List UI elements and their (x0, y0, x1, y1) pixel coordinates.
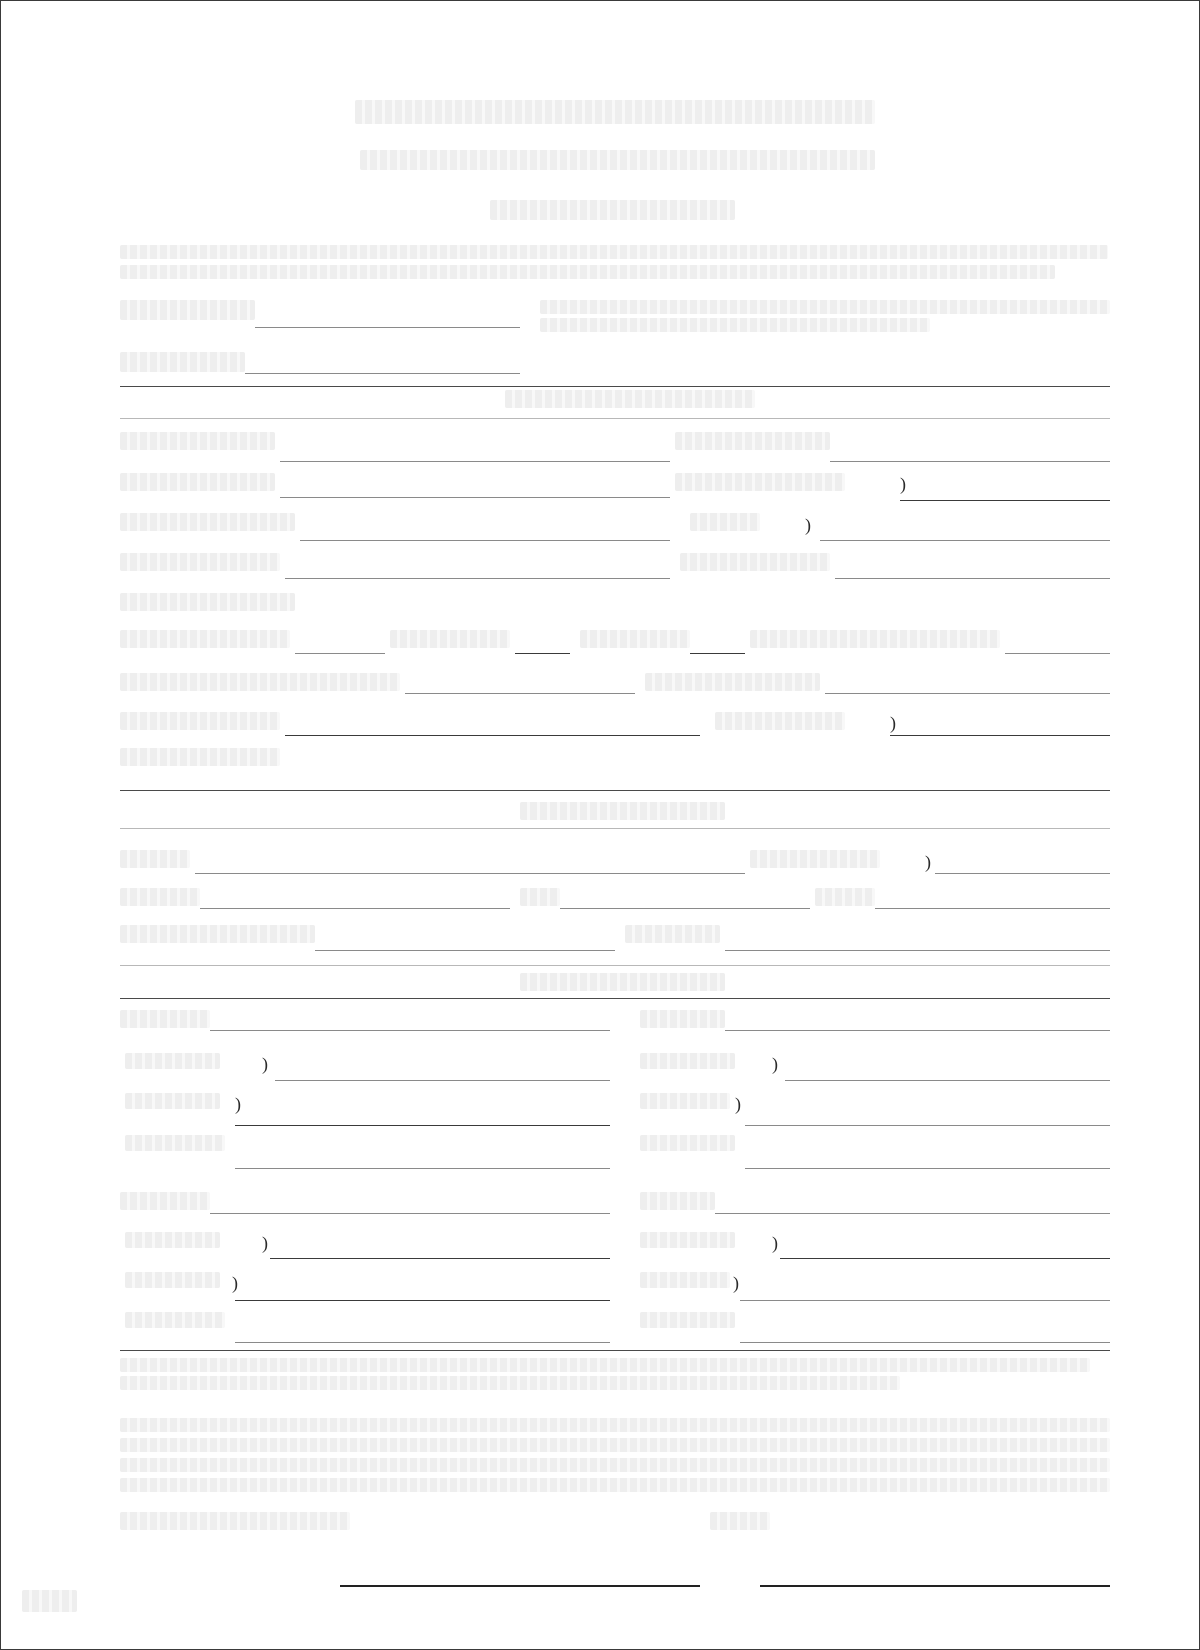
contact-phone-input[interactable] (235, 1125, 610, 1126)
phone-area-close: ) (900, 474, 906, 494)
input-field[interactable] (1005, 653, 1110, 654)
field-label (690, 513, 760, 531)
field-label (675, 473, 845, 491)
date-label (710, 1512, 770, 1530)
contact-phone-input[interactable] (740, 1300, 1110, 1301)
contact-email-input[interactable] (235, 1342, 610, 1343)
field-label (120, 473, 275, 491)
input-field[interactable] (725, 950, 1110, 951)
input-field[interactable] (255, 327, 520, 328)
contact-name-input[interactable] (210, 1030, 610, 1031)
form-subheading (490, 200, 735, 220)
section-rule (120, 965, 1110, 966)
phone-area-close: ) (235, 1094, 241, 1114)
contact-label (640, 1053, 735, 1069)
agreement-line (120, 1418, 1110, 1432)
contact-email-input[interactable] (235, 1168, 610, 1169)
field-label (625, 925, 720, 943)
input-field[interactable] (245, 373, 520, 374)
input-field[interactable] (200, 908, 510, 909)
phone-input[interactable] (900, 500, 1110, 501)
field-label (120, 513, 295, 531)
contact-label (125, 1053, 220, 1069)
form-title (355, 100, 875, 124)
phone-area-close: ) (772, 1233, 778, 1253)
field-label (680, 553, 830, 571)
input-field[interactable] (195, 873, 745, 874)
field-label (120, 432, 275, 450)
field-label (750, 630, 1000, 648)
agreement-line (120, 1438, 1110, 1452)
contact-phone-input[interactable] (785, 1080, 1110, 1081)
field-label (675, 432, 830, 450)
section-rule (120, 790, 1110, 791)
field-label (120, 712, 280, 730)
field-label (120, 630, 290, 648)
contact-phone-input[interactable] (270, 1258, 610, 1259)
input-field[interactable] (405, 693, 635, 694)
phone-area-close: ) (733, 1273, 739, 1293)
section-rule (120, 386, 1110, 387)
input-field[interactable] (280, 497, 670, 498)
phone-input[interactable] (820, 540, 1110, 541)
phone-area-close: ) (890, 713, 896, 733)
field-label (715, 712, 845, 730)
disclaimer-line (120, 1358, 1090, 1372)
contact-phone-input[interactable] (780, 1258, 1110, 1259)
input-field[interactable] (280, 461, 670, 462)
contact-label (125, 1135, 225, 1151)
page-number-mark (22, 1590, 77, 1612)
field-label (120, 748, 280, 766)
phone-input[interactable] (890, 735, 1110, 736)
contact-phone-input[interactable] (275, 1080, 610, 1081)
field-label (815, 888, 875, 906)
signature-line[interactable] (340, 1585, 700, 1587)
field-label (120, 553, 280, 571)
phone-area-close: ) (805, 515, 811, 535)
phone-input[interactable] (935, 873, 1110, 874)
section-heading (520, 802, 725, 820)
input-field[interactable] (285, 578, 670, 579)
phone-area-close: ) (262, 1233, 268, 1253)
contact-email-input[interactable] (740, 1342, 1110, 1343)
contact-name-input[interactable] (210, 1213, 610, 1214)
contact-phone-input[interactable] (745, 1125, 1110, 1126)
phone-area-close: ) (772, 1054, 778, 1074)
section-rule (120, 418, 1110, 419)
field-label (120, 300, 255, 320)
input-field[interactable] (825, 693, 1110, 694)
input-field[interactable] (285, 735, 700, 736)
input-field[interactable] (830, 461, 1110, 462)
contact-label (640, 1232, 735, 1248)
contact-label (120, 1192, 210, 1210)
note-text (540, 300, 1110, 314)
contact-label (640, 1192, 715, 1210)
contact-label (640, 1093, 730, 1109)
field-label (120, 888, 200, 906)
field-label (120, 352, 245, 372)
field-label (580, 630, 690, 648)
form-subtitle (360, 150, 875, 170)
input-field[interactable] (315, 950, 615, 951)
section-heading (520, 973, 725, 991)
contact-label (640, 1135, 735, 1151)
contact-email-input[interactable] (745, 1168, 1110, 1169)
agreement-line (120, 1458, 1110, 1472)
contact-label (640, 1312, 735, 1328)
date-line[interactable] (760, 1585, 1110, 1587)
section-rule (120, 998, 1110, 999)
phone-area-close: ) (735, 1094, 741, 1114)
instructions-line (120, 265, 1055, 279)
phone-area-close: ) (262, 1054, 268, 1074)
input-field[interactable] (560, 908, 810, 909)
section-heading (505, 390, 755, 408)
phone-area-close: ) (925, 852, 931, 872)
contact-label (125, 1232, 220, 1248)
input-field[interactable] (300, 540, 670, 541)
input-field[interactable] (515, 653, 570, 654)
agreement-line (120, 1478, 1110, 1492)
input-field[interactable] (875, 908, 1110, 909)
contact-label (125, 1312, 225, 1328)
field-label (120, 673, 400, 691)
contact-label (120, 1010, 210, 1028)
input-field[interactable] (690, 653, 745, 654)
section-rule (120, 1350, 1110, 1351)
field-label (120, 850, 190, 868)
field-label (520, 888, 560, 906)
instructions-line (120, 245, 1108, 259)
contact-label (640, 1272, 730, 1288)
contact-label (125, 1093, 220, 1109)
contact-name-input[interactable] (715, 1213, 1110, 1214)
note-text (540, 318, 930, 332)
field-label (120, 925, 315, 943)
field-label (120, 593, 295, 611)
disclaimer-line (120, 1376, 900, 1390)
contact-label (640, 1010, 725, 1028)
field-label (645, 673, 820, 691)
input-field[interactable] (295, 653, 385, 654)
field-label (750, 850, 880, 868)
signature-label (120, 1512, 350, 1530)
phone-area-close: ) (232, 1273, 238, 1293)
field-label (390, 630, 510, 648)
contact-label (125, 1272, 220, 1288)
contact-name-input[interactable] (725, 1030, 1110, 1031)
section-rule (120, 828, 1110, 829)
contact-phone-input[interactable] (235, 1300, 610, 1301)
input-field[interactable] (835, 578, 1110, 579)
